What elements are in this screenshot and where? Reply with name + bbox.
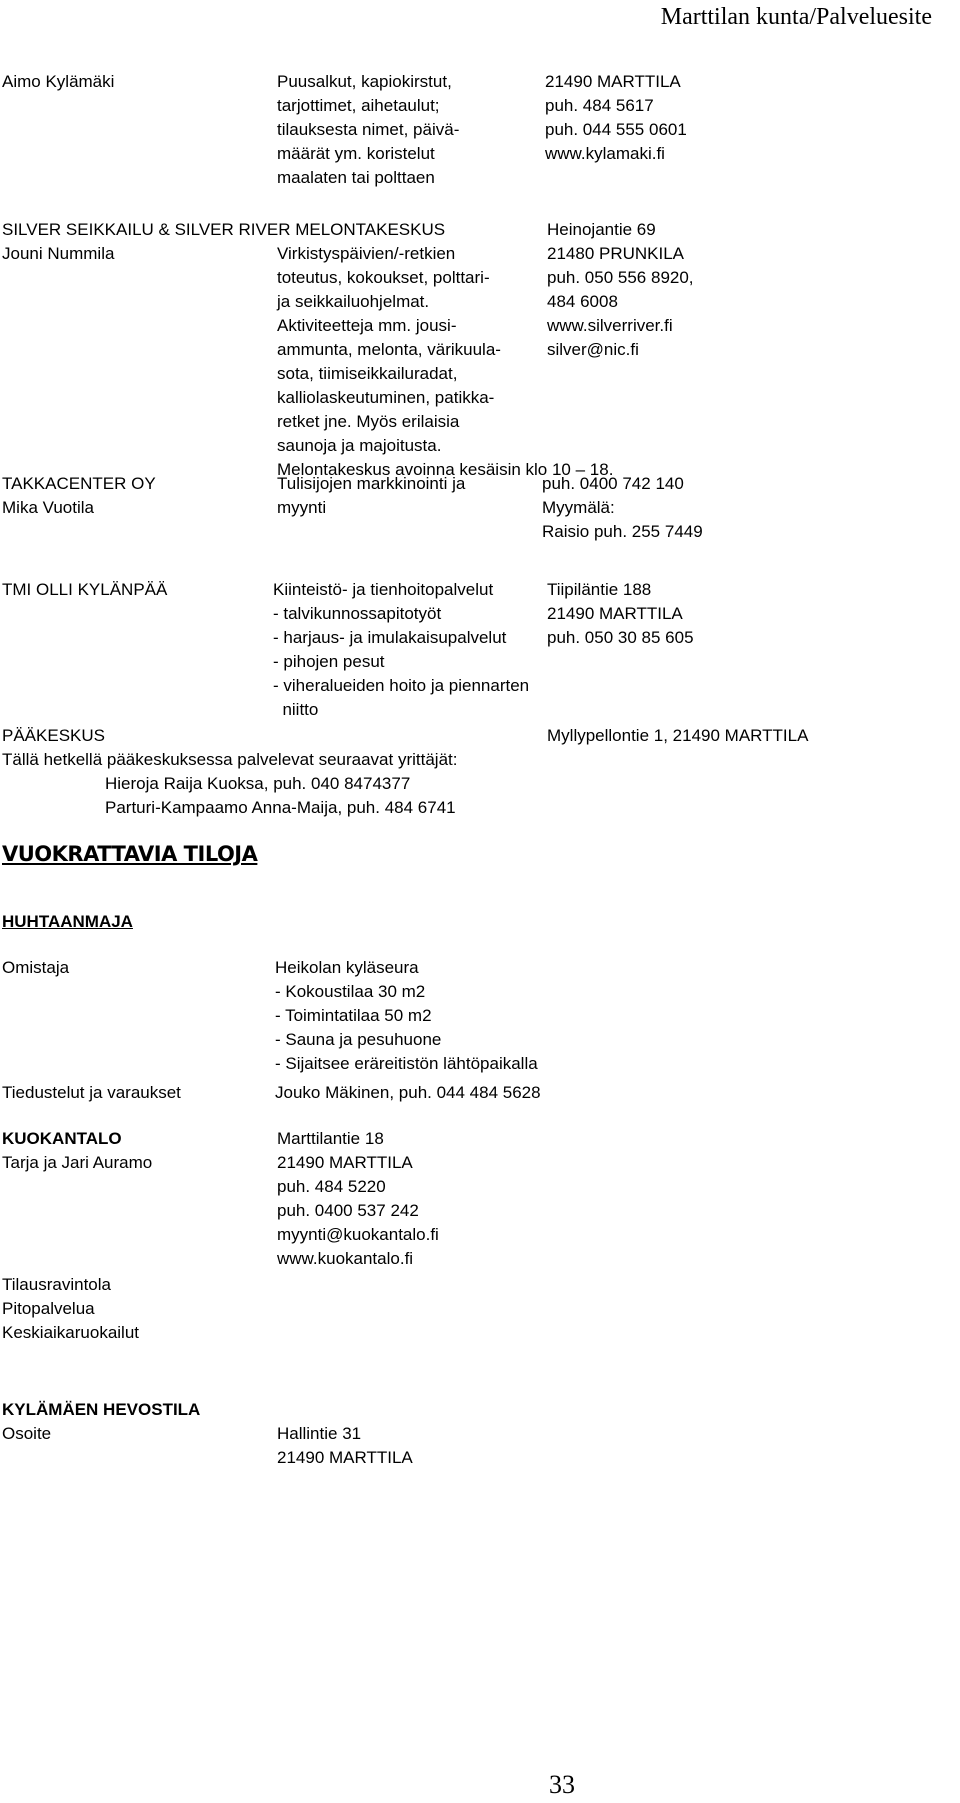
aimo-description bbox=[277, 70, 459, 190]
takka-contact-line: Raisio puh. 255 7449 bbox=[542, 522, 703, 541]
aimo-name: Aimo Kylämäki bbox=[2, 72, 115, 91]
aimo-desc-line: tarjottimet, aihetaulut; bbox=[277, 96, 440, 115]
paakeskus-entry: Parturi-Kampaamo Anna-Maija, puh. 484 6741 bbox=[105, 798, 456, 817]
aimo-contact bbox=[545, 70, 687, 166]
hevostila-address-line: 21490 MARTTILA bbox=[277, 1448, 413, 1467]
takka-desc-line: Tulisijojen markkinointi ja bbox=[277, 474, 466, 493]
silver-opening-hours: Melontakeskus avoinna kesäisin klo 10 – 18. bbox=[277, 460, 614, 479]
tmi-desc-line: Kiinteistö- ja tienhoitopalvelut bbox=[273, 580, 494, 599]
silver-contact-line: Heinojantie 69 bbox=[547, 220, 656, 239]
takka-desc-line: myynti bbox=[277, 498, 327, 517]
hevostila-title: KYLÄMÄEN HEVOSTILA bbox=[2, 1400, 201, 1419]
tmi-desc-line: - harjaus- ja imulakaisupalvelut bbox=[273, 628, 507, 647]
aimo-contact-line: puh. 044 555 0601 bbox=[545, 120, 687, 139]
huhtaanmaja-owner-line: - Toimintatilaa 50 m2 bbox=[275, 1006, 432, 1025]
takka-person: Mika Vuotila bbox=[2, 498, 94, 517]
tmi-contact bbox=[547, 578, 694, 650]
page-header-title: Marttilan kunta/Palveluesite bbox=[660, 4, 932, 30]
silver-email-link[interactable]: silver@nic.fi bbox=[547, 340, 639, 359]
kuokantalo-title: KUOKANTALO bbox=[2, 1129, 122, 1148]
tmi-description bbox=[273, 578, 529, 722]
silver-contact-line: puh. 050 556 8920, bbox=[547, 268, 694, 287]
tmi-name: TMI OLLI KYLÄNPÄÄ bbox=[2, 580, 168, 599]
tmi-contact-line: puh. 050 30 85 605 bbox=[547, 628, 694, 647]
huhtaanmaja-owner-label: Omistaja bbox=[2, 958, 70, 977]
silver-contact bbox=[547, 218, 694, 362]
silver-person: Jouni Nummila bbox=[2, 244, 115, 263]
tmi-desc-line: - pihojen pesut bbox=[273, 652, 385, 671]
silver-website-link[interactable]: www.silverriver.fi bbox=[547, 316, 673, 335]
hevostila-address bbox=[277, 1422, 413, 1470]
silver-desc-line: ja seikkailuohjelmat. bbox=[277, 292, 430, 311]
kuokantalo-website-link[interactable]: www.kuokantalo.fi bbox=[277, 1249, 414, 1268]
huhtaanmaja-owner-line: Heikolan kyläseura bbox=[275, 958, 419, 977]
tmi-desc-line: niitto bbox=[273, 700, 319, 719]
silver-desc-line: toteutus, kokoukset, polttari- bbox=[277, 268, 490, 287]
huhtaanmaja-inquiry-label: Tiedustelut ja varaukset bbox=[2, 1083, 181, 1102]
kuokantalo-email-link[interactable]: myynti@kuokantalo.fi bbox=[277, 1225, 439, 1244]
takka-company: TAKKACENTER OY bbox=[2, 474, 156, 493]
tmi-desc-line: - talvikunnossapitotyöt bbox=[273, 604, 442, 623]
silver-desc-line: ammunta, melonta, värikuula- bbox=[277, 340, 501, 359]
kuokantalo-contact-line: puh. 484 5220 bbox=[277, 1177, 386, 1196]
paakeskus-entries bbox=[105, 772, 456, 820]
kuokantalo-person: Tarja ja Jari Auramo bbox=[2, 1153, 153, 1172]
page-number: 33 bbox=[549, 1770, 575, 1799]
hevostila-address-label: Osoite bbox=[2, 1424, 52, 1443]
aimo-contact-line: 21490 MARTTILA bbox=[545, 72, 681, 91]
silver-contact-line: 21480 PRUNKILA bbox=[547, 244, 685, 263]
tmi-contact-line: Tiipiläntie 188 bbox=[547, 580, 652, 599]
huhtaanmaja-title: HUHTAANMAJA bbox=[2, 912, 133, 931]
paakeskus-entry: Hieroja Raija Kuoksa, puh. 040 8474377 bbox=[105, 774, 411, 793]
aimo-contact-line: puh. 484 5617 bbox=[545, 96, 654, 115]
silver-contact-line: 484 6008 bbox=[547, 292, 618, 311]
kuokantalo-service: Keskiaikaruokailut bbox=[2, 1323, 140, 1342]
takka-name bbox=[2, 472, 156, 520]
takka-contact-line: Myymälä: bbox=[542, 498, 615, 517]
silver-desc-line: saunoja ja majoitusta. bbox=[277, 436, 442, 455]
paakeskus-title: PÄÄKESKUS bbox=[2, 726, 105, 745]
kuokantalo-service: Pitopalvelua bbox=[2, 1299, 95, 1318]
huhtaanmaja-owner-line: - Kokoustilaa 30 m2 bbox=[275, 982, 426, 1001]
kuokantalo-contact bbox=[277, 1127, 439, 1271]
silver-desc-line: Aktiviteetteja mm. jousi- bbox=[277, 316, 457, 335]
kuokantalo-services bbox=[2, 1273, 139, 1345]
huhtaanmaja-owner-details bbox=[275, 956, 538, 1076]
kuokantalo-contact-line: puh. 0400 537 242 bbox=[277, 1201, 419, 1220]
silver-desc-line: kalliolaskeutuminen, patikka- bbox=[277, 388, 495, 407]
tmi-contact-line: 21490 MARTTILA bbox=[547, 604, 683, 623]
kuokantalo-contact-line: Marttilantie 18 bbox=[277, 1129, 384, 1148]
aimo-desc-line: määrät ym. koristelut bbox=[277, 144, 435, 163]
kuokantalo-service: Tilausravintola bbox=[2, 1275, 111, 1294]
paakeskus-intro: Tällä hetkellä pääkeskuksessa palvelevat seuraavat yrittäjät: bbox=[2, 750, 458, 769]
aimo-desc-line: tilauksesta nimet, päivä- bbox=[277, 120, 460, 139]
silver-desc-line: sota, tiimiseikkailuradat, bbox=[277, 364, 458, 383]
silver-desc-line: retket jne. Myös erilaisia bbox=[277, 412, 460, 431]
takka-contact-line: puh. 0400 742 140 bbox=[542, 474, 684, 493]
huhtaanmaja-inquiry-value: Jouko Mäkinen, puh. 044 484 5628 bbox=[275, 1083, 541, 1102]
hevostila-address-line: Hallintie 31 bbox=[277, 1424, 362, 1443]
aimo-desc-line: Puusalkut, kapiokirstut, bbox=[277, 72, 452, 91]
tmi-desc-line: - viheralueiden hoito ja piennarten bbox=[273, 676, 530, 695]
silver-title: SILVER SEIKKAILU & SILVER RIVER MELONTAKESKUS bbox=[2, 220, 446, 239]
huhtaanmaja-owner-line: - Sijaitsee eräreitistön lähtöpaikalla bbox=[275, 1054, 538, 1073]
kuokantalo-contact-line: 21490 MARTTILA bbox=[277, 1153, 413, 1172]
aimo-desc-line: maalaten tai polttaen bbox=[277, 168, 435, 187]
silver-desc-line: Virkistyspäivien/-retkien bbox=[277, 244, 456, 263]
aimo-contact-link[interactable]: www.kylamaki.fi bbox=[545, 144, 665, 163]
huhtaanmaja-owner-line: - Sauna ja pesuhuone bbox=[275, 1030, 442, 1049]
takka-contact bbox=[542, 472, 703, 544]
takka-description bbox=[277, 472, 465, 520]
paakeskus-address: Myllypellontie 1, 21490 MARTTILA bbox=[547, 726, 809, 745]
rentable-spaces-heading: VUOKRATTAVIA TILOJA bbox=[2, 842, 258, 866]
